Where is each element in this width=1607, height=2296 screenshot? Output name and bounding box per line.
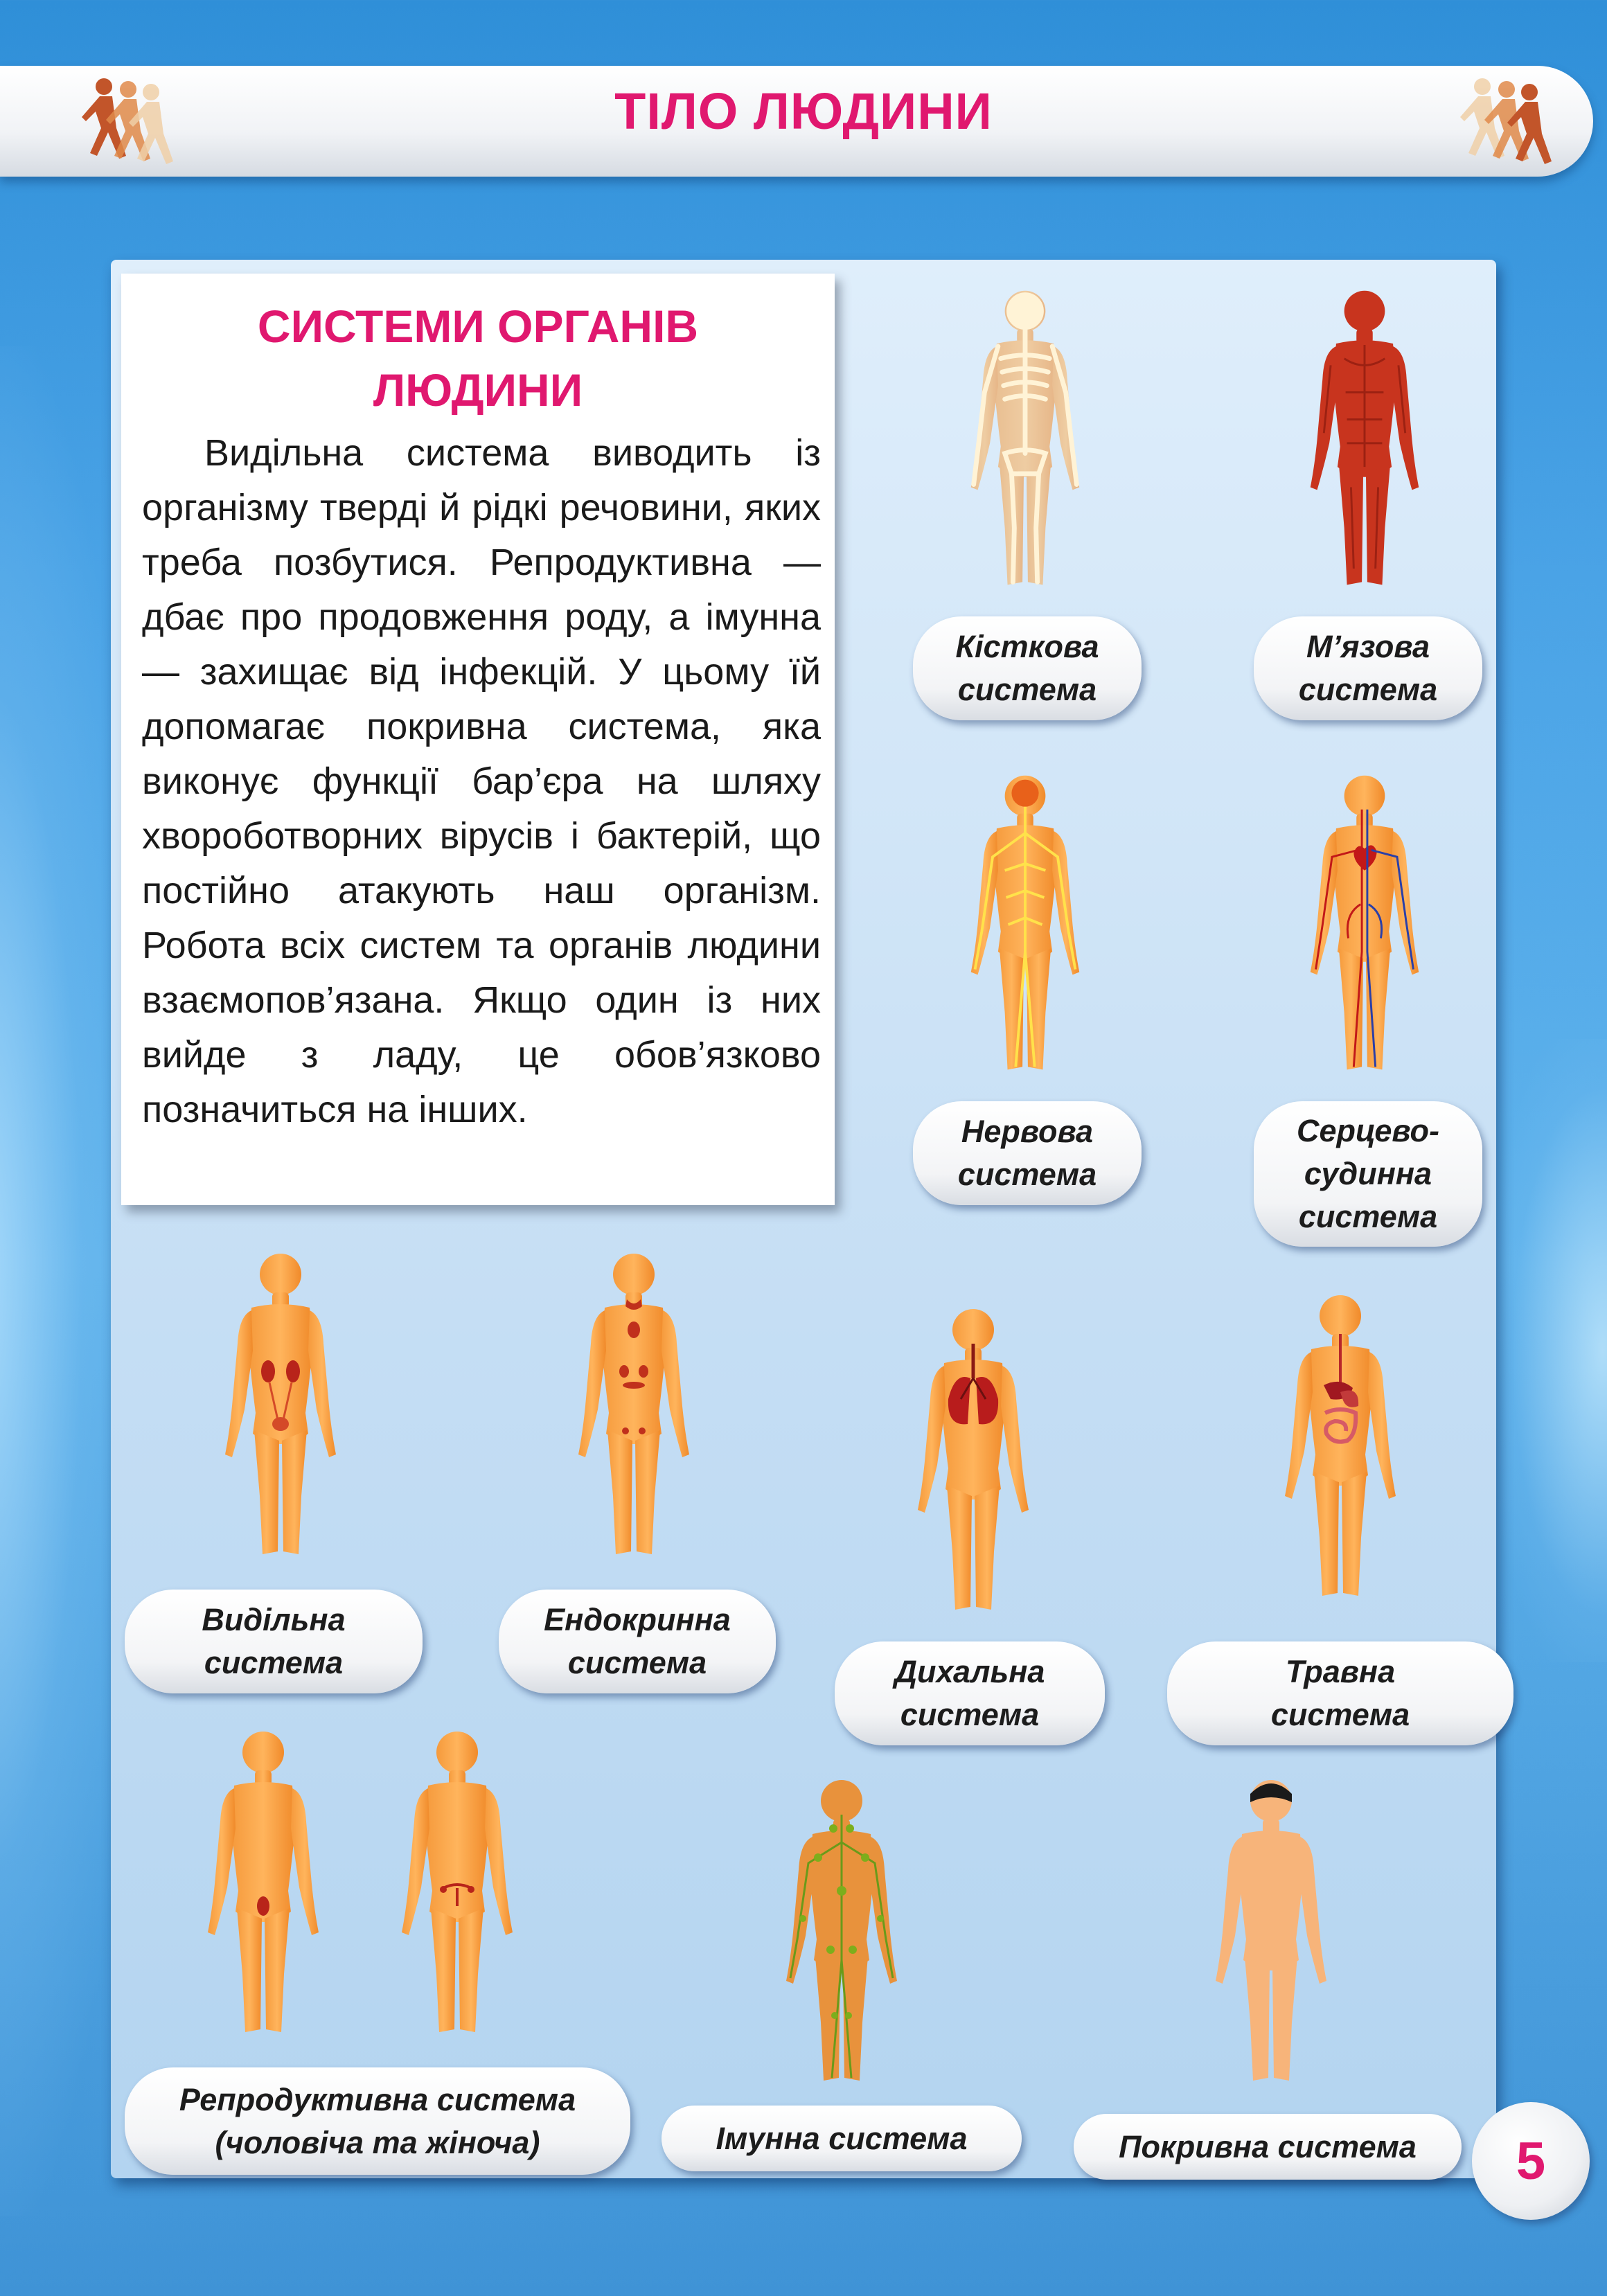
page-title: ТІЛО ЛЮДИНИ	[614, 82, 993, 140]
label-respiratory-system: Дихальна система	[835, 1641, 1105, 1745]
label-skeletal-system: Кісткова система	[913, 616, 1142, 720]
label-integumentary-system: Покривна система	[1074, 2114, 1462, 2180]
reproductive-female-figure	[374, 1725, 540, 2043]
digestive-figure	[1261, 1288, 1420, 1607]
label-nervous-system: Нервова система	[913, 1101, 1142, 1205]
immune-figure	[762, 1773, 921, 2092]
integumentary-figure	[1191, 1773, 1351, 2092]
respiratory-figure	[894, 1302, 1053, 1621]
section-body: Видільна система виводить із організму тверді й рідкі речовини, яких треба позбутися. Репродуктивна — дбає про продовження роду, а імунна — захищає від інфекцій. У цьому їй допомагає покривна система, яка виконує функції бар’єра на шляху хвороботворних вірусів і бактерій, що постійно атакують наш організм. Робота всіх систем та органів людини взаємопов’язана. Якщо один із них вийде з ладу, це обов’язково позначиться на інших.	[142, 432, 821, 1130]
muscular-figure	[1288, 284, 1441, 596]
endocrine-figure	[554, 1247, 713, 1565]
text-box	[121, 274, 835, 1205]
label-immune-system: Імунна система	[662, 2106, 1022, 2171]
label-reproductive-system: Репродуктивна система (чоловіча та жіноча)	[125, 2067, 630, 2175]
excretory-figure	[201, 1247, 360, 1565]
skeletal-figure	[949, 284, 1101, 596]
label-cardiovascular-system: Серцево- судинна система	[1254, 1101, 1482, 1247]
section-title: СИСТЕМИ ОРГАНІВ ЛЮДИНИ	[257, 301, 699, 416]
reproductive-male-figure	[180, 1725, 346, 2043]
cardiovascular-figure	[1288, 769, 1441, 1080]
label-digestive-system: Травна система	[1167, 1641, 1513, 1745]
label-endocrine-system: Ендокринна система	[499, 1590, 776, 1693]
label-muscular-system: М’язова система	[1254, 616, 1482, 720]
nervous-figure	[949, 769, 1101, 1080]
label-excretory-system: Видільна система	[125, 1590, 423, 1693]
page-number: 5	[1472, 2102, 1590, 2220]
background-shape	[1496, 1039, 1607, 1662]
